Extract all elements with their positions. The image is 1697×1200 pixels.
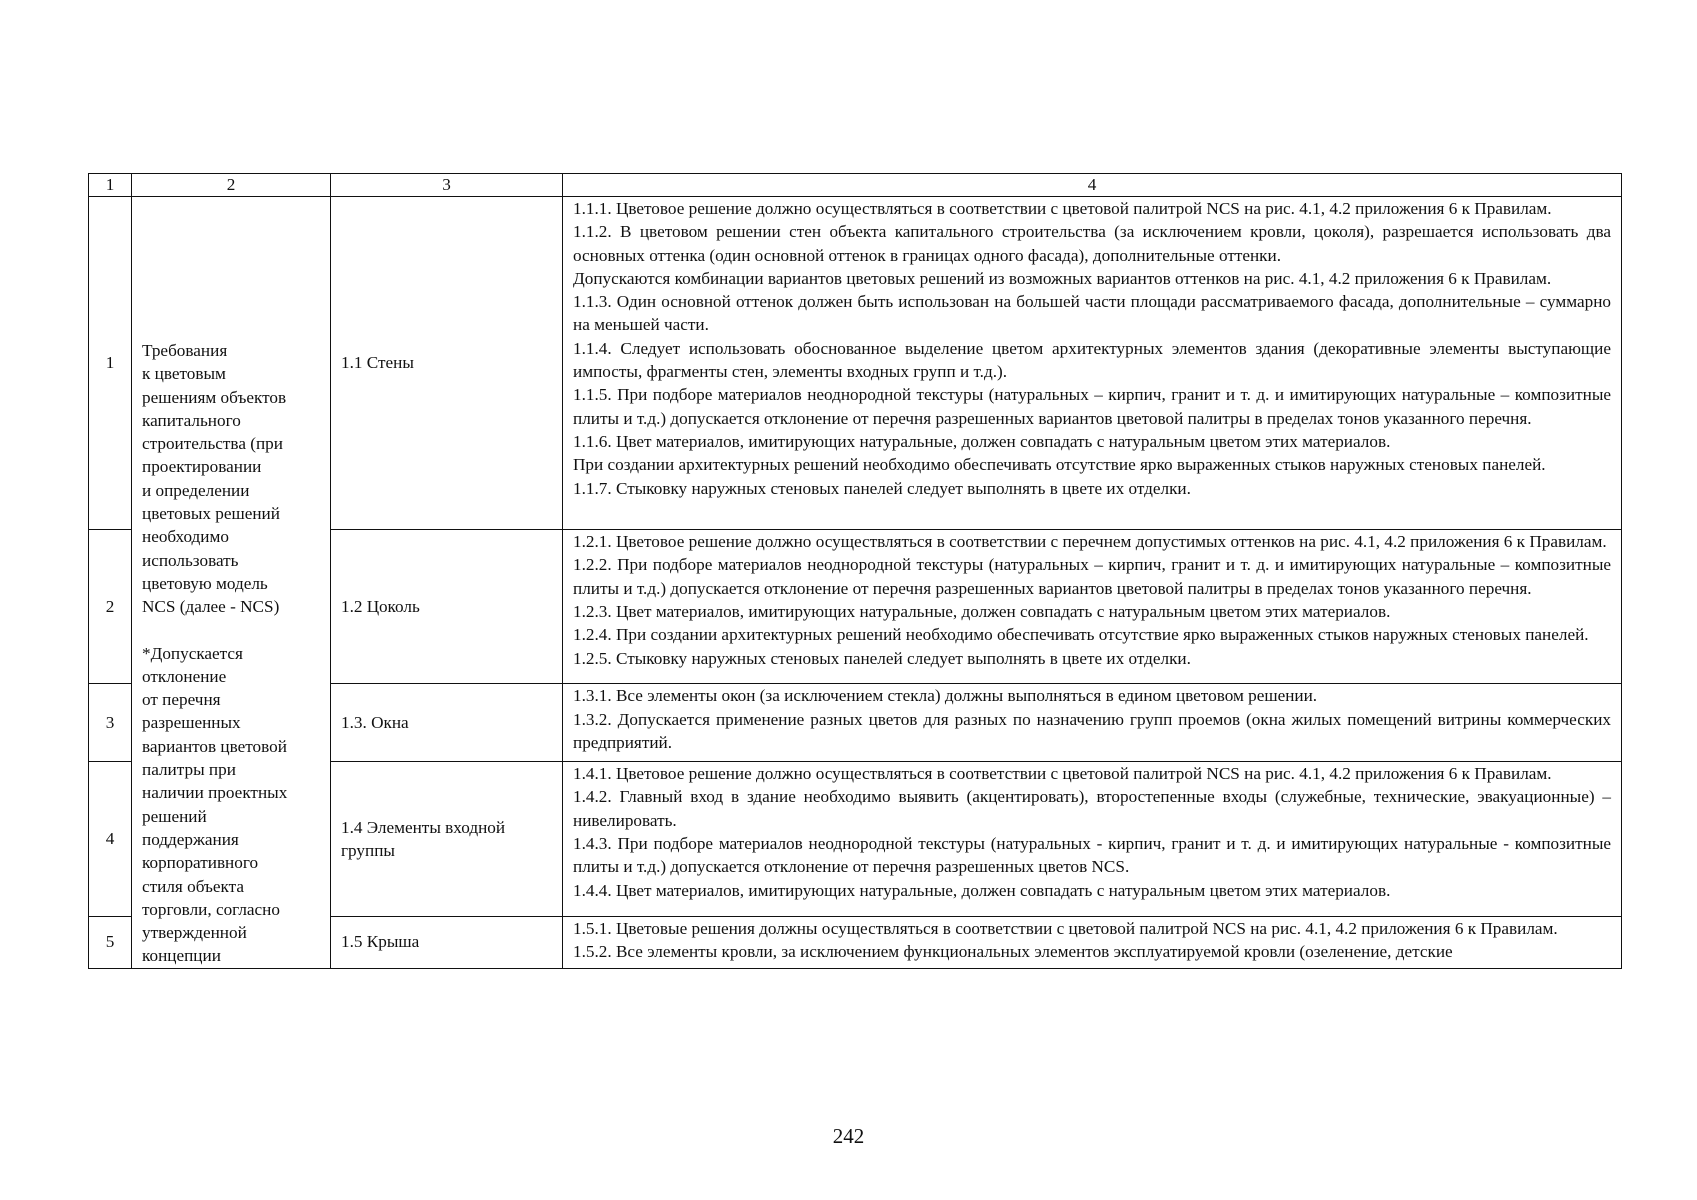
description-cell (563, 762, 1622, 916)
note-line: *Допускается (142, 643, 243, 663)
note-line: стиля объекта (142, 876, 245, 896)
description-item: Допускаются комбинации вариантов цветовых решений из возможных вариантов оттенков на рис. 4.1, 4.2 приложения 6 к Правилам. (573, 268, 1552, 288)
description-item: 1.1.2. В цветовом решении стен объекта капитального строительства (за исключением кровли, цоколя), разрешается использовать два основных оттенка (один основной оттенок в границах одного фасада), дополнительные оттенки. (573, 222, 1611, 265)
note-line: решений (142, 806, 207, 826)
page-number: 242 (832, 1124, 865, 1148)
description-item: 1.4.4. Цвет материалов, имитирующих натуральные, должен совпадать с натуральным цветом этих материалов. (573, 880, 1391, 900)
description-item: 1.1.6. Цвет материалов, имитирующих натуральные, должен совпадать с натуральным цветом этих материалов. (573, 431, 1391, 451)
requirement-line: NCS (далее - NCS) (142, 597, 280, 617)
requirement-line: проектировании (142, 457, 262, 477)
description-item: 1.1.3. Один основной оттенок должен быть использован на большей части площади рассматриваемого фасада, дополнительные – суммарно на меньшей части. (573, 292, 1611, 335)
note-line: отклонение (142, 666, 227, 686)
requirement-line: к цветовым (142, 364, 226, 384)
note-line: утвержденной (142, 923, 247, 943)
note-line: наличии проектных (142, 783, 288, 803)
description-cell (563, 530, 1622, 684)
note-line: торговли, согласно (142, 899, 280, 919)
row-number: 1 (89, 197, 132, 530)
description-item: 1.4.2. Главный вход в здание необходимо выявить (акцентировать), второстепенные входы (служебные, технические, эвакуационные) – нивелировать. (573, 787, 1611, 830)
column-header-4: 4 (563, 174, 1622, 197)
note-line: корпоративного (142, 853, 259, 873)
spacer (142, 619, 320, 642)
note-line: концепции (142, 946, 221, 966)
description-item: 1.2.5. Стыковку наружных стеновых панелей следует выполнять в цвете их отделки. (573, 648, 1191, 668)
requirement-cell (132, 197, 331, 969)
column-header-2: 2 (132, 174, 331, 197)
description-item: 1.2.1. Цветовое решение должно осуществляться в соответствии с перечнем допустимых оттенков на рис. 4.1, 4.2 приложения 6 к Правилам. (573, 532, 1607, 552)
description-item: 1.1.4. Следует использовать обоснованное выделение цветом архитектурных элементов здания (декоративные элементы выступающие импосты, фрагменты стен, элементы входных групп и т.д.). (573, 338, 1611, 382)
requirement-line: цветовых решений (142, 504, 280, 524)
description-item: При создании архитектурных решений необходимо обеспечивать отсутствие ярко выраженных стыков наружных стеновых панелей. (573, 455, 1546, 475)
description-item: 1.2.3. Цвет материалов, имитирующих натуральные, должен совпадать с натуральным цветом этих материалов. (573, 602, 1391, 622)
note-line: от перечня (142, 690, 221, 710)
description-item: 1.3.2. Допускается применение разных цветов для разных по назначению групп проемов (окна жилых помещений витрины коммерческих предприятий. (573, 709, 1611, 753)
note-line: вариантов цветовой (142, 736, 287, 756)
requirement-line: использовать (142, 550, 239, 570)
requirements-table (88, 173, 1622, 969)
requirement-line: цветовую модель (142, 573, 268, 593)
description-item: 1.5.2. Все элементы кровли, за исключением функциональных элементов эксплуатируемой кровли (озеленение, детские (573, 941, 1453, 961)
element-name: 1.3. Окна (331, 684, 563, 762)
note-line: разрешенных (142, 713, 241, 733)
row-number: 2 (89, 530, 132, 684)
note-line: палитры при (142, 760, 236, 780)
element-name: 1.4 Элементы входной группы (331, 762, 563, 916)
description-cell (563, 197, 1622, 530)
requirement-line: решениям объектов (142, 387, 287, 407)
description-item: 1.1.5. При подборе материалов неоднородной текстуры (натуральных – кирпич, гранит и т. д. и имитирующих натуральные – композитные плиты и т.д.) допускается отклонение от перечня разрешенных вариантов цветовой палитры в пределах тонов указанного перечня. (573, 385, 1611, 428)
row-number: 5 (89, 916, 132, 968)
description-item: 1.4.3. При подборе материалов неоднородной текстуры (натуральных - кирпич, гранит и т. д. и имитирующих натуральные - композитные плиты и т.д.) допускается отклонение от перечня разрешенных цветов NCS. (573, 834, 1611, 877)
description-item: 1.4.1. Цветовое решение должно осуществляться в соответствии с цветовой палитрой NCS на рис. 4.1, 4.2 приложения 6 к Правилам. (573, 764, 1552, 784)
row-number: 4 (89, 762, 132, 916)
description-item: 1.1.1. Цветовое решение должно осуществляться в соответствии с цветовой палитрой NCS на рис. 4.1, 4.2 приложения 6 к Правилам. (573, 199, 1552, 218)
description-item: 1.5.1. Цветовые решения должны осуществляться в соответствии с цветовой палитрой NCS на рис. 4.1, 4.2 приложения 6 к Правилам. (573, 918, 1558, 938)
description-cell (563, 684, 1622, 762)
description-item: 1.2.4. При создании архитектурных решений необходимо обеспечивать отсутствие ярко выраженных стыков наружных стеновых панелей. (573, 625, 1589, 645)
table-row (89, 197, 1622, 530)
requirement-line: строительства (при (142, 434, 283, 454)
column-header-1: 1 (89, 174, 132, 197)
description-item: 1.2.2. При подборе материалов неоднородной текстуры (натуральных – кирпич, гранит и т. д. и имитирующих натуральные – композитные плиты и т.д.) допускается отклонение от перечня разрешенных вариантов цветовой палитры в пределах тонов указанного перечня. (573, 555, 1611, 598)
element-name: 1.2 Цоколь (331, 530, 563, 684)
requirement-line: Требования (142, 341, 228, 360)
description-item: 1.3.1. Все элементы окон (за исключением стекла) должны выполняться в едином цветовом решении. (573, 686, 1318, 706)
row-number: 3 (89, 684, 132, 762)
requirement-line: капитального (142, 410, 241, 430)
requirement-line: необходимо (142, 527, 229, 547)
column-header-3: 3 (331, 174, 563, 197)
element-name: 1.1 Стены (331, 197, 563, 530)
description-cell (563, 916, 1622, 968)
header-row (89, 174, 1622, 197)
note-line: поддержания (142, 829, 239, 849)
description-item: 1.1.7. Стыковку наружных стеновых панелей следует выполнять в цвете их отделки. (573, 478, 1191, 498)
requirement-line: и определении (142, 480, 250, 500)
element-name: 1.5 Крыша (331, 916, 563, 968)
